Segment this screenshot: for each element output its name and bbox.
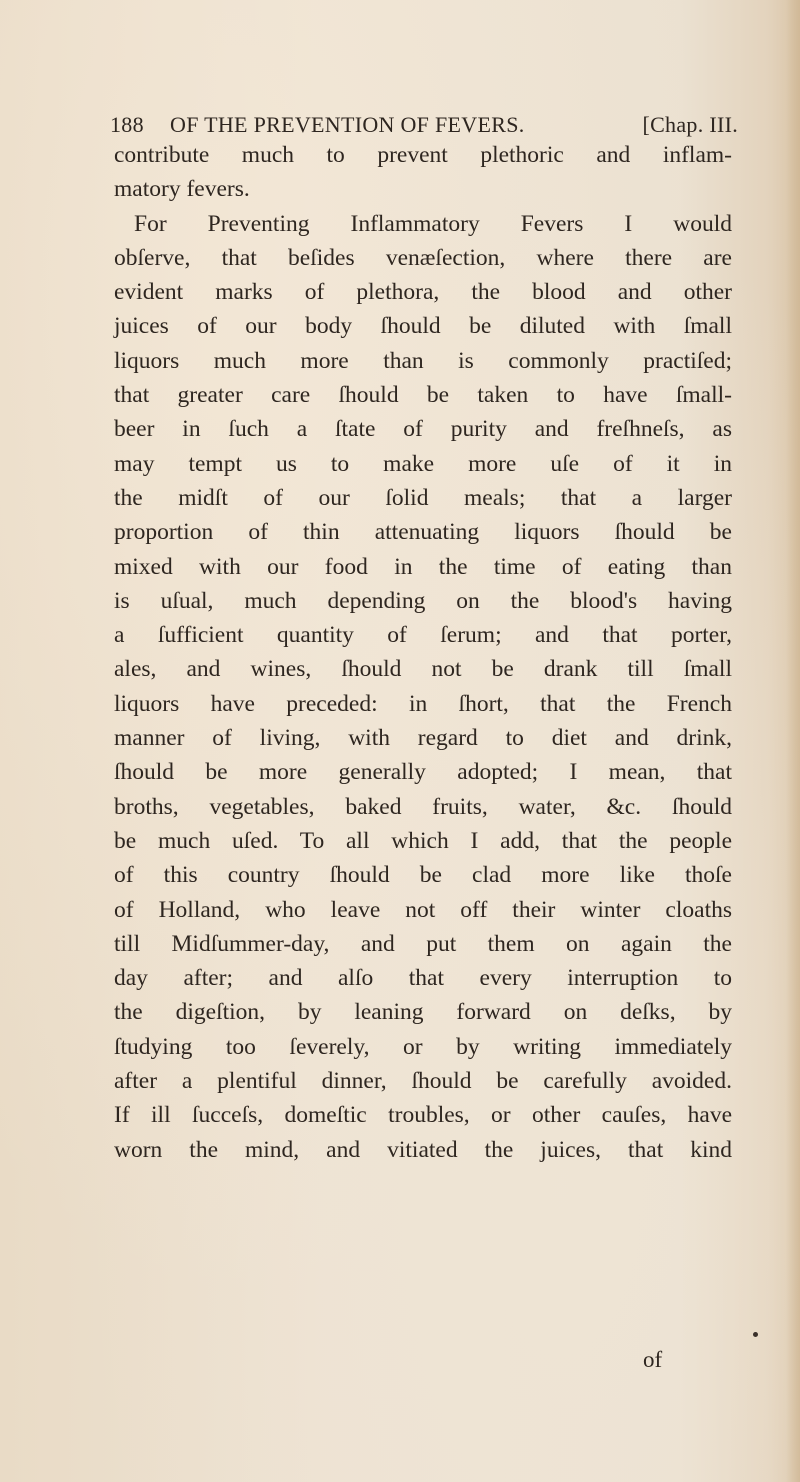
chapter-label: [Chap. III. xyxy=(642,112,738,137)
text-line: till Midſummer-day, and put them on again the xyxy=(114,930,732,957)
text-line: ales, and wines, ſhould not be drank till ſmall xyxy=(114,656,732,683)
text-line: contribute much to prevent plethoric and inflam- xyxy=(114,142,732,168)
text-line: ſtudying too ſeverely, or by writing immediately xyxy=(114,1033,732,1060)
running-title: OF THE PREVENTION OF FEVERS. xyxy=(170,112,525,137)
text-line: mixed with our food in the time of eating than xyxy=(114,553,732,580)
text-line: worn the mind, and vitiated the juices, that kind xyxy=(114,1136,732,1163)
text-line: broths, vegetables, baked fruits, water, &c. ſhould xyxy=(114,793,732,820)
text-line: liquors much more than is commonly practiſed; xyxy=(114,347,732,374)
text-line: the digeſtion, by leaning forward on deſks, by xyxy=(114,999,732,1026)
text-line: evident marks of plethora, the blood and other xyxy=(114,279,732,306)
text-line: of this country ſhould be clad more like thoſe xyxy=(114,862,732,889)
text-line: ſhould be more generally adopted; I mean, that xyxy=(114,759,732,786)
paragraph-start-line: For Preventing Inflammatory Fevers I would xyxy=(134,210,732,237)
text-line: manner of living, with regard to diet and drink, xyxy=(114,725,732,752)
text-line: obſerve, that beſides venæſection, where there are xyxy=(114,244,732,271)
text-line: matory fevers. xyxy=(114,176,250,203)
text-line: a ſufficient quantity of ſerum; and that porter, xyxy=(114,622,732,649)
text-line: be much uſed. To all which I add, that the people xyxy=(114,827,732,854)
catchword: of xyxy=(643,1347,663,1372)
text-line: is uſual, much depending on the blood's having xyxy=(114,587,732,614)
text-line: day after; and alſo that every interruption to xyxy=(114,965,732,992)
text-line: after a plentiful dinner, ſhould be carefully avoided. xyxy=(114,1068,732,1095)
page-edge-shadow xyxy=(786,0,800,1482)
text-line: beer in ſuch a ſtate of purity and freſhneſs, as xyxy=(114,416,732,443)
text-line: juices of our body ſhould be diluted with ſmall xyxy=(114,313,732,340)
text-line: liquors have preceded: in ſhort, that the French xyxy=(114,690,732,717)
ink-speck xyxy=(753,1332,758,1337)
text-line: proportion of thin attenuating liquors ſhould be xyxy=(114,519,732,546)
text-line: that greater care ſhould be taken to have ſmall- xyxy=(114,382,732,409)
text-line: If ill ſucceſs, domeſtic troubles, or other cauſes, have xyxy=(114,1102,732,1129)
text-line: may tempt us to make more uſe of it in xyxy=(114,450,732,477)
text-line: the midſt of our ſolid meals; that a larger xyxy=(114,484,732,511)
text-line: of Holland, who leave not off their winter cloaths xyxy=(114,896,732,923)
body-text xyxy=(114,138,732,1167)
page-number: 188 xyxy=(110,112,144,137)
